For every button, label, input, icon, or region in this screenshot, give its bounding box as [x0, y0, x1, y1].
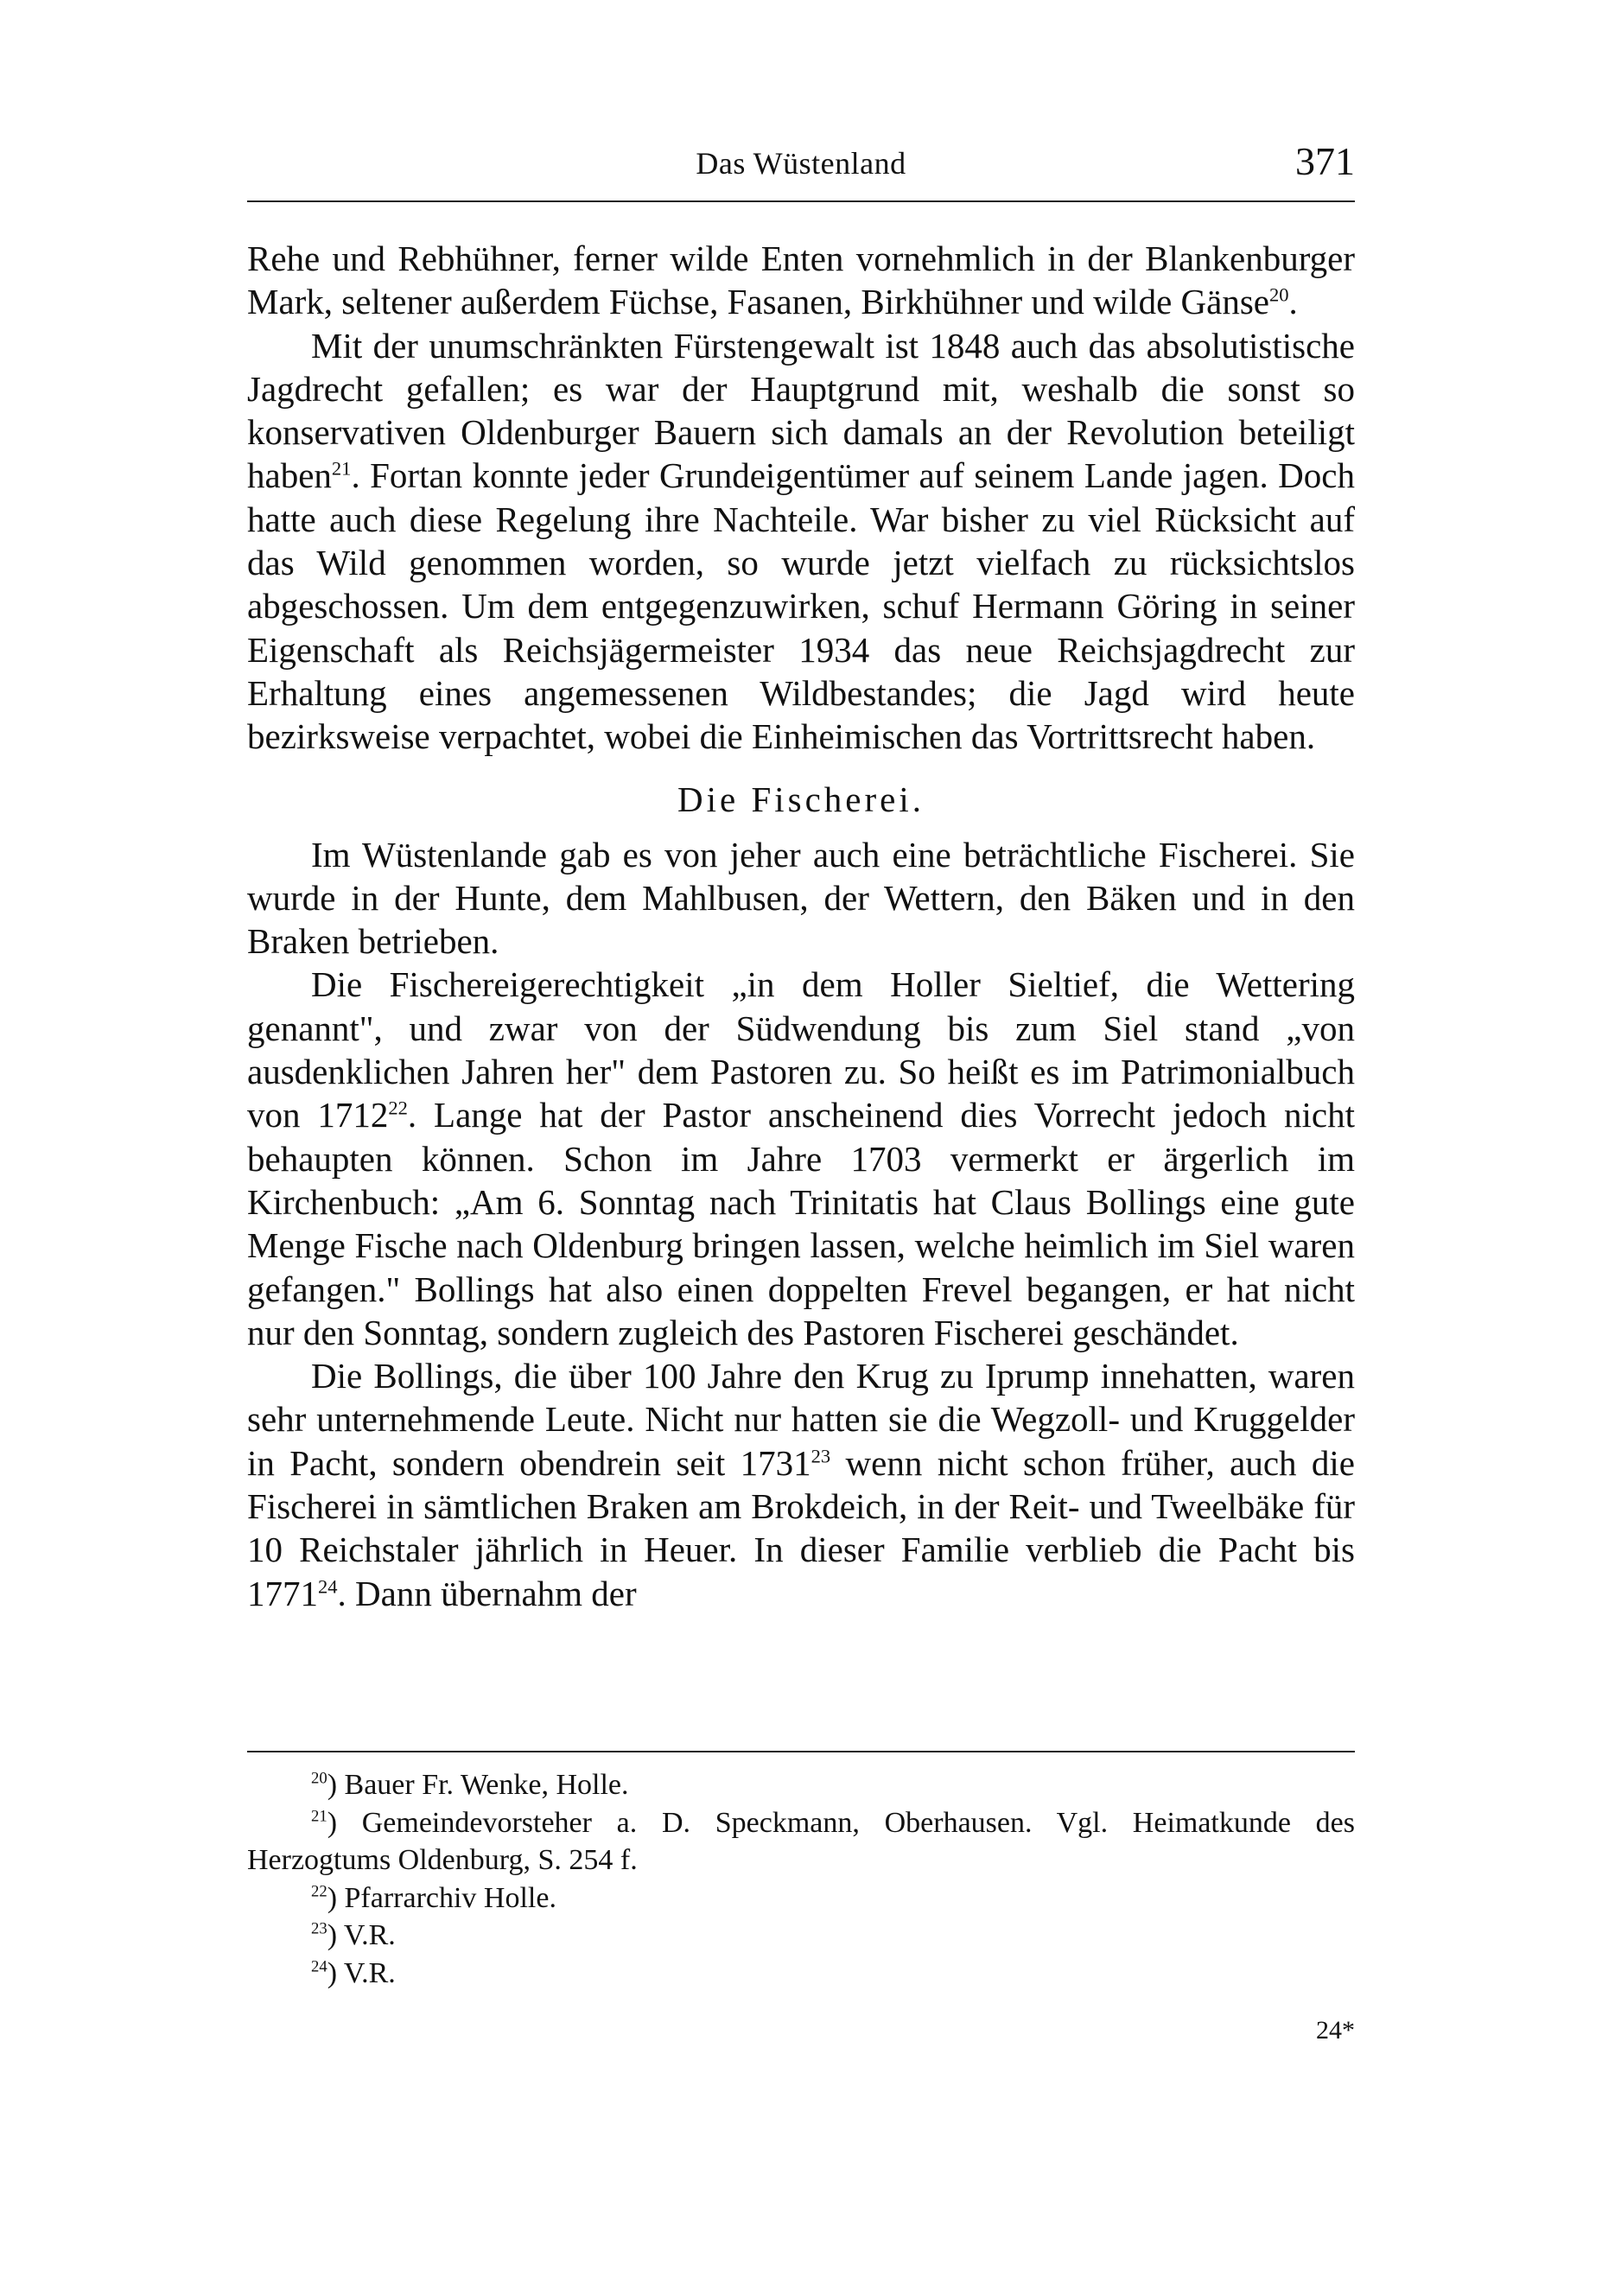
header-rule [247, 200, 1355, 202]
footnote: $^{22}$) Pfarrarchiv Holle. [311, 1881, 556, 1914]
footnote-ref: 23 [811, 1445, 831, 1467]
signature-mark: 24* [1316, 2016, 1355, 2045]
footnote: $^{20}$) Bauer Fr. Wenke, Holle. [311, 1769, 629, 1801]
footnote-ref: 20 [1268, 283, 1289, 306]
footnote-mark: 23 [311, 1919, 327, 1938]
footnote-mark: 24 [311, 1957, 327, 1976]
footnote-mark: 21 [311, 1807, 327, 1826]
footnote-ref: 21 [331, 457, 352, 480]
paragraph: Die Bollings, die über 100 Jahre den Krug zu Iprump innehatten, waren sehr unternehmende Leute. Nicht nur hatten sie die Wegzoll- und Kruggelder in Pacht, sondern obendrein seit 1731$^{23}$ wenn nicht schon früher, auch die Fischerei in sämtlichen Braken am Brokdeich, in der Reit- und Tweelbäke für 10 Reichstaler jährlich in Heuer. In dieser Familie verblieb die Pacht bis 1771$^{24}$. Dann übernahm der [247, 1356, 1355, 1613]
footnote: $^{21}$) Gemeindevorsteher a. D. Speckmann, Oberhausen. Vgl. Heimatkunde des Herzogtums Oldenburg, S. 254 f. [247, 1806, 1355, 1876]
paragraph: Die Fischereigerechtigkeit „in dem Holler Sieltief, die Wettering genannt", und zwar von der Südwendung bis zum Siel stand „von ausdenklichen Jahren her" dem Pastoren zu. So heißt es im Patrimonialbuch von 1712$^{22}$. Lange hat der Pastor anscheinend dies Vorrecht jedoch nicht behaupten können. Schon im Jahre 1703 vermerkt er ärgerlich im Kirchenbuch: „Am 6. Sonntag nach Trinitatis hat Claus Bollings eine gute Menge Fische nach Oldenburg bringen lassen, welche heimlich im Siel waren gefangen." Bollings hat also einen doppelten Frevel begangen, er hat nicht nur den Sonntag, sondern zugleich des Pastoren Fischerei geschändet. [247, 964, 1355, 1352]
running-head [247, 138, 1355, 190]
footnote-ref: 24 [318, 1574, 338, 1597]
main-text [247, 237, 1355, 1615]
paragraph: Rehe und Rebhühner, ferner wilde Enten vornehmlich in der Blankenburger Mark, seltener außerdem Füchse, Fasanen, Birkhühner und wilde Gänse$^{20}$. [247, 239, 1355, 322]
page-number: 371 [1295, 139, 1355, 183]
footnote: $^{24}$) V.R. [311, 1956, 396, 1989]
paragraph: Mit der unumschränkten Fürstengewalt ist 1848 auch das absolutistische Jagdrecht gefallen; es war der Hauptgrund mit, weshalb die sonst so konservativen Oldenburger Bauern sich damals an der Revolution beteiligt haben$^{21}$. Fortan konnte jeder Grundeigentümer auf seinem Lande jagen. Doch hatte auch diese Regelung ihre Nachteile. War bisher zu viel Rücksicht auf das Wild genommen worden, so wurde jetzt vielfach zu rücksichtslos abgeschossen. Um dem entgegenzuwirken, schuf Hermann Göring in seiner Eigenschaft als Reichsjägermeister 1934 das neue Reichsjagdrecht zur Erhaltung eines angemessenen Wildbestandes; die Jagd wird heute bezirksweise verpachtet, wobei die Einheimischen das Vortrittsrecht haben. [247, 325, 1355, 757]
running-title: Das Wüstenland [696, 146, 906, 181]
footnote-ref: 22 [388, 1097, 408, 1119]
footnotes [247, 1766, 1355, 1992]
paragraph: Im Wüstenlande gab es von jeher auch eine beträchtliche Fischerei. Sie wurde in der Hunte, dem Mahlbusen, der Wettern, den Bäken und in den Braken betrieben. [247, 834, 1355, 962]
footnote-mark: 22 [311, 1882, 327, 1901]
section-heading: Die Fischerei. [677, 779, 925, 819]
footnote: $^{23}$) V.R. [311, 1919, 396, 1951]
footnote-mark: 20 [311, 1769, 327, 1788]
footnote-rule [247, 1751, 1355, 1752]
